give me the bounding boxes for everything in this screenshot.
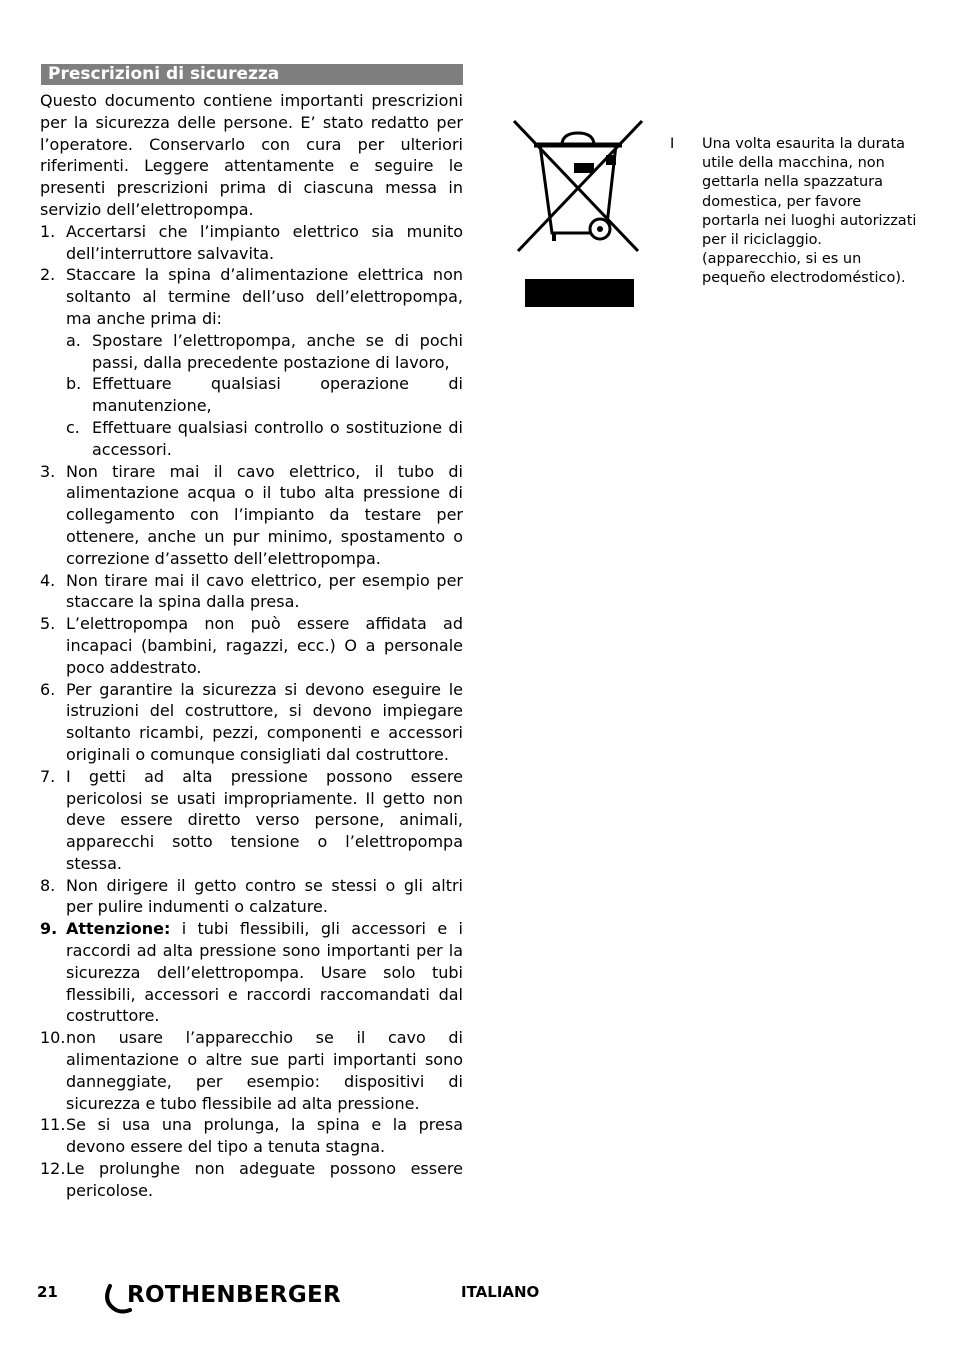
rule-text: Non tirare mai il cavo elettrico, per esempio per staccare la spina dalla presa. xyxy=(66,570,463,612)
rule-item xyxy=(40,221,463,265)
rule-text: Non dirigere il getto contro se stessi o gli altri per pulire indumenti o calzature. xyxy=(66,875,463,917)
sub-number: b. xyxy=(66,374,82,394)
intro-paragraph: Questo documento contiene importanti prescrizioni per la sicurezza delle persone. E’ stato redatto per l’operatore. Conservarlo con cura per ulteriori riferimenti. Leggere attentamente e seguire le presenti prescrizioni prima di ciascuna messa in servizio dell’elettropompa. xyxy=(40,91,463,219)
rule-number: 7. xyxy=(40,766,56,786)
disposal-marker: I xyxy=(670,136,675,152)
rule-text: Staccare la spina d’alimentazione elettrica non soltanto al termine dell’uso dell’elettropompa, ma anche prima di: xyxy=(66,265,463,328)
sub-item xyxy=(66,330,463,374)
rule-number: 1. xyxy=(40,221,56,241)
rule-text: Le prolunghe non adeguate possono essere pericolose. xyxy=(66,1159,463,1200)
rules-list xyxy=(40,221,463,1202)
rule-item xyxy=(40,766,463,875)
brand-name: ROTHENBERGER xyxy=(127,1282,342,1308)
rule-text: i tubi flessibili, gli accessori e i raccordi ad alta pressione sono importanti per la sicurezza dell’elettropompa. Usare solo tubi flessibili, accessori e raccordi raccomandati dal costruttore. xyxy=(66,919,463,1026)
rule-text: non usare l’apparecchio se il cavo di alimentazione o altre sue parti importanti sono danneggiate, per esempio: dispositivi di sicurezza e tubo flessibile ad alta pressione. xyxy=(66,1028,463,1113)
section-title: Prescrizioni di sicurezza xyxy=(41,64,463,85)
sub-item xyxy=(66,373,463,417)
rule-number: 12. xyxy=(40,1159,66,1179)
rule-number: 6. xyxy=(40,679,56,699)
sub-number: a. xyxy=(66,330,81,350)
rule-number: 10. xyxy=(40,1028,66,1048)
rule-item xyxy=(40,679,463,766)
rule-item xyxy=(40,1114,463,1158)
rule-text: Per garantire la sicurezza si devono eseguire le istruzioni del costruttore, si devono impiegare soltanto ricambi, pezzi, componenti e accessori originali o comunque consigliati dal costruttore. xyxy=(66,679,463,764)
rule-item xyxy=(40,1158,463,1202)
rule-number: 2. xyxy=(40,265,56,285)
sub-number: c. xyxy=(66,417,80,437)
rule-item xyxy=(40,570,463,614)
rule-item xyxy=(40,1027,463,1114)
sub-list xyxy=(66,330,463,461)
rule-item xyxy=(40,875,463,919)
rule-number: 4. xyxy=(40,570,56,590)
sub-text: Spostare l’elettropompa, anche se di pochi passi, dalla precedente postazione di lavoro, xyxy=(92,330,463,372)
brand-logo xyxy=(102,1280,347,1316)
rule-bold-label: Attenzione: xyxy=(66,919,171,939)
rule-text: Non tirare mai il cavo elettrico, il tubo di alimentazione acqua o il tubo alta pressione di collegamento con l’impianto da testare per ottenere, anche un pur minimo, spostamento o correzione d’assetto dell’elettropompa. xyxy=(66,461,463,568)
safety-section xyxy=(40,64,463,1202)
rule-text: Accertarsi che l’impianto elettrico sia munito dell’interruttore salvavita. xyxy=(66,221,463,263)
rule-text: I getti ad alta pressione possono essere pericolosi se usati impropriamente. Il getto non deve essere diretto verso persone, animali, apparecchi sotto tensione o l’elettropompa stessa. xyxy=(66,766,463,873)
page-number: 21 xyxy=(37,1283,58,1301)
rule-text: L’elettropompa non può essere affidata ad incapaci (bambini, ragazzi, ecc.) O a personale poco addestrato. xyxy=(66,614,463,677)
sub-text: Effettuare qualsiasi operazione di manutenzione, xyxy=(92,374,463,416)
rule-text: Se si usa una prolunga, la spina e la presa devono essere del tipo a tenuta stagna. xyxy=(66,1115,463,1157)
crossed-bin-icon xyxy=(510,115,646,255)
rule-number: 11. xyxy=(40,1115,66,1135)
rule-number: 8. xyxy=(40,875,56,895)
rule-item xyxy=(40,613,463,678)
rule-item xyxy=(40,461,463,570)
sub-text: Effettuare qualsiasi controllo o sostituzione di accessori. xyxy=(92,417,463,459)
language-label: ITALIANO xyxy=(461,1283,540,1301)
rule-item xyxy=(40,264,463,460)
disposal-text: Una volta esaurita la durata utile della macchina, non gettarla nella spazzatura domestica, per favore portarla nei luoghi autorizzati per il riciclaggio. (apparecchio, si es un pequeño electrodoméstico). xyxy=(702,136,917,287)
rule-number: 5. xyxy=(40,614,56,634)
rule-item xyxy=(40,918,463,1027)
rule-number: 9. xyxy=(40,919,58,939)
sub-item xyxy=(66,417,463,461)
bin-underline-bar xyxy=(525,279,634,307)
page-footer xyxy=(0,1280,954,1320)
rule-number: 3. xyxy=(40,461,56,481)
